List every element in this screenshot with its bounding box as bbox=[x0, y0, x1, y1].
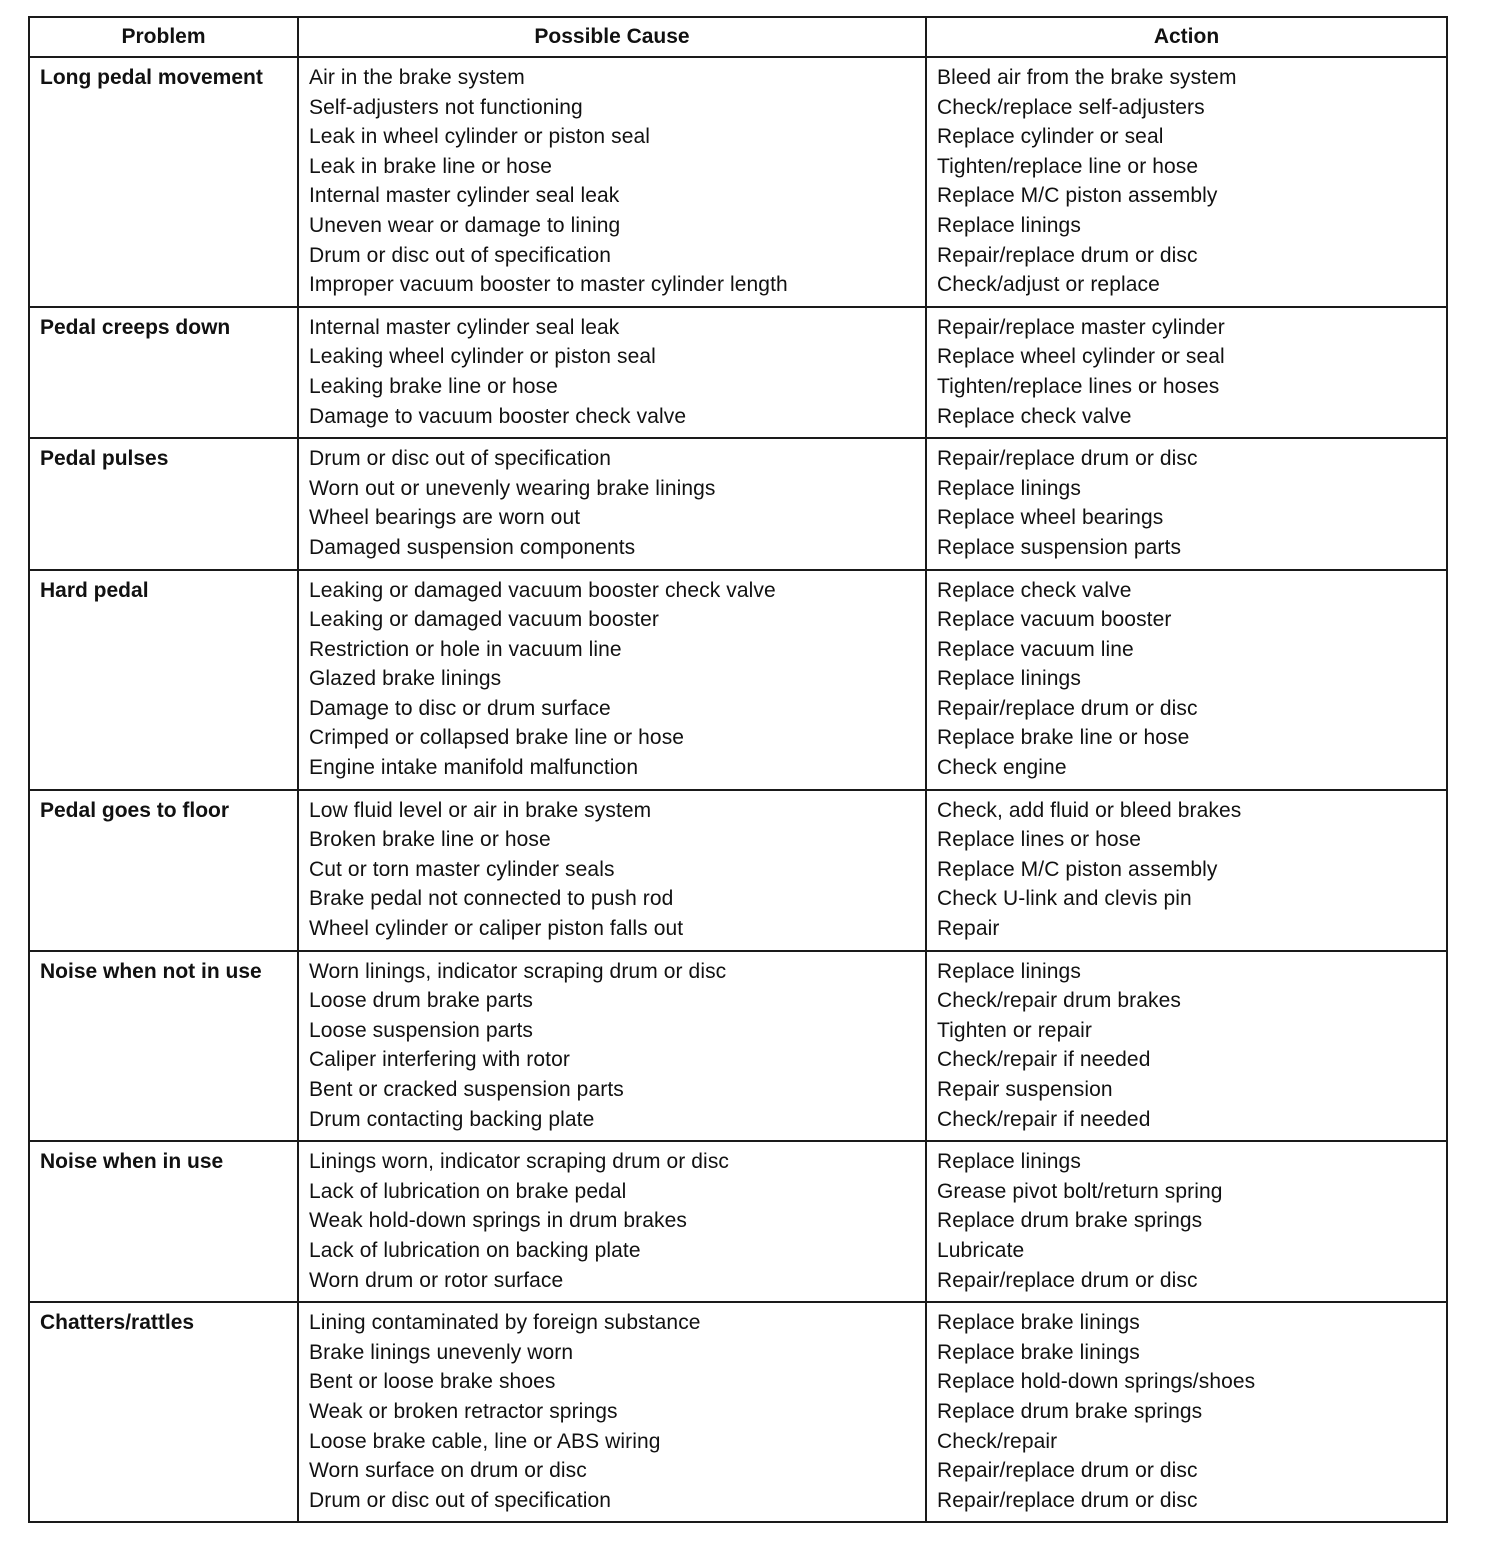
cause-cell bbox=[298, 1141, 926, 1302]
action-line: Replace wheel cylinder or seal bbox=[937, 345, 1225, 369]
action-line: Repair/replace drum or disc bbox=[937, 696, 1198, 720]
cause-line: Weak or broken retractor springs bbox=[309, 1399, 618, 1423]
action-line: Replace drum brake springs bbox=[937, 1399, 1203, 1423]
action-line: Tighten/replace line or hose bbox=[937, 154, 1199, 178]
action-line: Replace drum brake springs bbox=[937, 1209, 1203, 1233]
action-line: Replace linings bbox=[937, 667, 1081, 691]
table-row bbox=[29, 1141, 1447, 1302]
table-row bbox=[29, 1302, 1447, 1522]
action-line: Check, add fluid or bleed brakes bbox=[937, 798, 1242, 822]
action-line: Replace check valve bbox=[937, 578, 1132, 602]
cause-line: Bent or cracked suspension parts bbox=[309, 1078, 624, 1101]
cause-cell bbox=[298, 1302, 926, 1522]
problem-cell: Pedal creeps down bbox=[29, 307, 298, 438]
action-line: Repair/replace drum or disc bbox=[937, 243, 1198, 267]
cause-line: Restriction or hole in vacuum line bbox=[309, 637, 622, 661]
cause-line: Weak hold-down springs in drum brakes bbox=[309, 1209, 687, 1233]
header-row bbox=[29, 17, 1447, 57]
action-line: Check/repair if needed bbox=[937, 1107, 1151, 1131]
header-problem: Problem bbox=[29, 17, 298, 57]
action-line: Replace linings bbox=[937, 959, 1081, 983]
action-cell bbox=[926, 570, 1447, 790]
cause-line: Internal master cylinder seal leak bbox=[309, 184, 620, 208]
action-line: Replace brake linings bbox=[937, 1340, 1140, 1364]
troubleshooting-table bbox=[28, 16, 1448, 1523]
problem-cell: Chatters/rattles bbox=[29, 1302, 298, 1522]
action-line: Replace brake line or hose bbox=[937, 726, 1190, 750]
action-line: Lubricate bbox=[937, 1238, 1025, 1262]
cause-line: Damaged suspension components bbox=[309, 535, 636, 559]
cause-line: Glazed brake linings bbox=[309, 667, 502, 691]
problem-cell: Noise when not in use bbox=[29, 951, 298, 1142]
cause-line: Worn surface on drum or disc bbox=[309, 1459, 587, 1483]
cause-line: Loose suspension parts bbox=[309, 1018, 534, 1042]
cause-line: Leaking or damaged vacuum booster check valve bbox=[309, 578, 776, 602]
cause-line: Worn drum or rotor surface bbox=[309, 1268, 564, 1292]
cause-line: Broken brake line or hose bbox=[309, 828, 551, 852]
cause-line: Wheel cylinder or caliper piston falls out bbox=[309, 917, 684, 941]
cause-line: Worn linings, indicator scraping drum or disc bbox=[309, 959, 727, 983]
action-line: Repair/replace master cylinder bbox=[937, 315, 1225, 339]
action-line: Replace brake linings bbox=[937, 1311, 1140, 1335]
action-line: Replace check valve bbox=[937, 404, 1132, 428]
cause-line: Leak in brake line or hose bbox=[309, 154, 553, 178]
action-line: Bleed air from the brake system bbox=[937, 66, 1237, 89]
action-line: Repair/replace drum or disc bbox=[937, 1459, 1198, 1483]
action-line: Replace vacuum booster bbox=[937, 608, 1172, 632]
action-line: Replace linings bbox=[937, 476, 1081, 500]
cause-cell bbox=[298, 307, 926, 438]
action-line: Replace M/C piston assembly bbox=[937, 857, 1218, 881]
table-row bbox=[29, 570, 1447, 790]
table-row bbox=[29, 438, 1447, 569]
action-cell bbox=[926, 1141, 1447, 1302]
cause-line: Leaking wheel cylinder or piston seal bbox=[309, 345, 656, 369]
cause-line: Drum or disc out of specification bbox=[309, 1488, 612, 1512]
action-line: Repair/replace drum or disc bbox=[937, 1488, 1198, 1512]
action-line: Repair bbox=[937, 917, 1000, 941]
cause-line: Loose drum brake parts bbox=[309, 989, 533, 1013]
action-line: Replace cylinder or seal bbox=[937, 125, 1164, 149]
cause-line: Brake pedal not connected to push rod bbox=[309, 887, 674, 911]
cause-line: Bent or loose brake shoes bbox=[309, 1370, 556, 1394]
table-row bbox=[29, 307, 1447, 438]
table-row bbox=[29, 790, 1447, 951]
action-line: Check/repair if needed bbox=[937, 1048, 1151, 1072]
action-line: Replace M/C piston assembly bbox=[937, 184, 1218, 208]
action-line: Replace linings bbox=[937, 213, 1081, 237]
table-row bbox=[29, 951, 1447, 1142]
problem-cell: Long pedal movement bbox=[29, 57, 298, 307]
cause-line: Caliper interfering with rotor bbox=[309, 1048, 570, 1072]
problem-cell: Pedal goes to floor bbox=[29, 790, 298, 951]
action-line: Repair/replace drum or disc bbox=[937, 447, 1198, 471]
cause-cell bbox=[298, 951, 926, 1142]
action-cell bbox=[926, 307, 1447, 438]
cause-line: Damage to vacuum booster check valve bbox=[309, 404, 687, 428]
problem-cell: Hard pedal bbox=[29, 570, 298, 790]
cause-cell bbox=[298, 570, 926, 790]
cause-line: Crimped or collapsed brake line or hose bbox=[309, 726, 685, 750]
cause-line: Lining contaminated by foreign substance bbox=[309, 1311, 701, 1335]
action-cell bbox=[926, 1302, 1447, 1522]
cause-line: Lack of lubrication on backing plate bbox=[309, 1238, 641, 1262]
cause-line: Drum or disc out of specification bbox=[309, 243, 612, 267]
cause-line: Wheel bearings are worn out bbox=[309, 506, 581, 530]
cause-line: Low fluid level or air in brake system bbox=[309, 798, 652, 822]
cause-line: Uneven wear or damage to lining bbox=[309, 213, 621, 237]
action-cell bbox=[926, 951, 1447, 1142]
cause-line: Brake linings unevenly worn bbox=[309, 1340, 574, 1364]
cause-line: Self-adjusters not functioning bbox=[309, 95, 583, 119]
action-line: Check engine bbox=[937, 756, 1067, 780]
cause-line: Leak in wheel cylinder or piston seal bbox=[309, 125, 651, 149]
action-line: Tighten/replace lines or hoses bbox=[937, 374, 1220, 398]
action-line: Grease pivot bolt/return spring bbox=[937, 1179, 1223, 1203]
cause-line: Lack of lubrication on brake pedal bbox=[309, 1179, 627, 1203]
action-line: Replace lines or hose bbox=[937, 828, 1142, 852]
cause-line: Damage to disc or drum surface bbox=[309, 696, 611, 720]
action-line: Replace linings bbox=[937, 1150, 1081, 1174]
cause-line: Improper vacuum booster to master cylinder length bbox=[309, 273, 788, 297]
action-cell bbox=[926, 790, 1447, 951]
action-line: Check U-link and clevis pin bbox=[937, 887, 1192, 911]
cause-line: Worn out or unevenly wearing brake linings bbox=[309, 476, 716, 500]
cause-line: Cut or torn master cylinder seals bbox=[309, 857, 615, 881]
action-line: Repair suspension bbox=[937, 1078, 1113, 1101]
cause-line: Loose brake cable, line or ABS wiring bbox=[309, 1429, 661, 1453]
action-line: Repair/replace drum or disc bbox=[937, 1268, 1198, 1292]
action-line: Tighten or repair bbox=[937, 1018, 1092, 1042]
table-row bbox=[29, 57, 1447, 307]
cause-cell bbox=[298, 57, 926, 307]
cause-line: Air in the brake system bbox=[309, 66, 525, 89]
cause-line: Internal master cylinder seal leak bbox=[309, 315, 620, 339]
cause-line: Linings worn, indicator scraping drum or disc bbox=[309, 1150, 730, 1174]
cause-cell bbox=[298, 790, 926, 951]
problem-cell: Noise when in use bbox=[29, 1141, 298, 1302]
cause-line: Leaking or damaged vacuum booster bbox=[309, 608, 660, 632]
action-line: Replace vacuum line bbox=[937, 637, 1134, 661]
action-line: Replace hold-down springs/shoes bbox=[937, 1370, 1256, 1394]
action-line: Check/adjust or replace bbox=[937, 273, 1160, 297]
action-line: Check/repair drum brakes bbox=[937, 989, 1181, 1013]
action-line: Replace suspension parts bbox=[937, 535, 1182, 559]
header-action: Action bbox=[926, 17, 1447, 57]
action-cell bbox=[926, 57, 1447, 307]
action-line: Replace wheel bearings bbox=[937, 506, 1164, 530]
problem-cell: Pedal pulses bbox=[29, 438, 298, 569]
cause-cell bbox=[298, 438, 926, 569]
cause-line: Drum contacting backing plate bbox=[309, 1107, 595, 1131]
header-possible-cause: Possible Cause bbox=[298, 17, 926, 57]
action-cell bbox=[926, 438, 1447, 569]
cause-line: Engine intake manifold malfunction bbox=[309, 756, 639, 780]
cause-line: Drum or disc out of specification bbox=[309, 447, 612, 471]
cause-line: Leaking brake line or hose bbox=[309, 374, 558, 398]
action-line: Check/replace self-adjusters bbox=[937, 95, 1205, 119]
table-body bbox=[29, 57, 1447, 1522]
action-line: Check/repair bbox=[937, 1429, 1058, 1453]
